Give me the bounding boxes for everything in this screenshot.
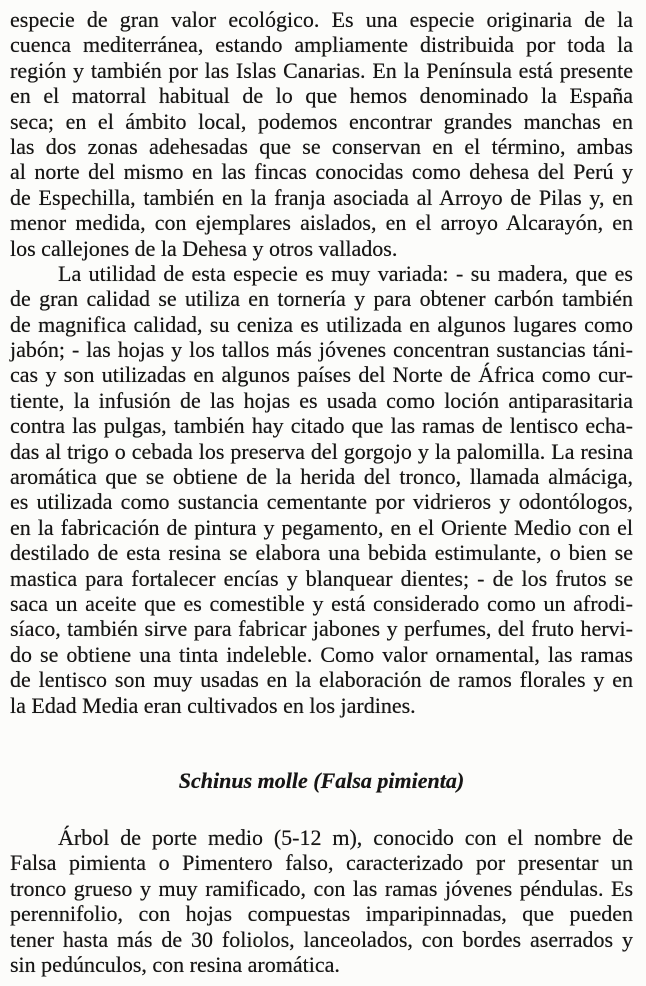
text-line: de gran calidad se utiliza en tornería y para obtener carbón también (10, 286, 633, 312)
text-line: perennifolio, con hojas compuestas imparipinnadas, que pueden (10, 901, 633, 927)
section-heading-schinus-molle: Schinus molle (Falsa pimienta) (178, 767, 465, 793)
paragraph-schinus-molle-description (10, 825, 633, 977)
text-line: aromática que se obtiene de la herida del tronco, llamada almáciga, (10, 464, 633, 490)
text-line: tener hasta más de 30 foliolos, lanceolados, con bordes aserrados y (10, 926, 633, 952)
text-line: es utilizada como sustancia cementante por vidrieros y odontólogos, (10, 489, 633, 515)
text-line: de Espechilla, también en la franja asociada al Arroyo de Pilas y, en (10, 184, 633, 210)
text-line: síaco, también sirve para fabricar jabones y perfumes, del fruto hervi- (10, 616, 633, 642)
text-line: Falsa pimienta o Pimentero falso, caracterizado por presentar un (10, 850, 633, 876)
text-line: jabón; - las hojas y los tallos más jóvenes concentran sustancias táni- (10, 337, 633, 363)
text-line: menor medida, con ejemplares aislados, en el arroyo Alcarayón, en (10, 210, 633, 236)
text-line: al norte del mismo en las fincas conocidas como dehesa del Perú y (10, 159, 633, 185)
paragraph-continuation (10, 7, 633, 261)
text-line: tiente, la infusión de las hojas es usada como loción antiparasitaria (10, 387, 633, 413)
text-line: destilado de esta resina se elabora una bebida estimulante, o bien se (10, 540, 633, 566)
text-line: La utilidad de esta especie es muy variada: - su madera, que es (58, 260, 633, 286)
text-line: cas y son utilizadas en algunos países del Norte de África como cur- (10, 362, 633, 388)
text-line: do se obtiene una tinta indeleble. Como valor ornamental, las ramas (10, 641, 633, 667)
text-line: das al trigo o cebada los preserva del gorgojo y la palomilla. La resina (10, 438, 633, 464)
text-line: de lentisco son muy usadas en la elaboración de ramos florales y en (10, 667, 633, 693)
text-line: especie de gran valor ecológico. Es una especie originaria de la (10, 7, 633, 32)
text-line: saca un aceite que es comestible y está considerado como un afrodi- (10, 590, 633, 616)
text-line: región y también por las Islas Canarias. En la Península está presente (10, 57, 633, 83)
text-line: cuenca mediterránea, estando ampliamente distribuida por toda la (10, 32, 633, 58)
text-line: de magnifica calidad, su ceniza es utilizada en algunos lugares como (10, 311, 633, 337)
text-line: los callejones de la Dehesa y otros vallados. (10, 235, 398, 261)
text-line: mastica para fortalecer encías y blanquear dientes; - de los frutos se (10, 565, 633, 591)
text-line: seca; en el ámbito local, podemos encontrar grandes manchas en (10, 108, 633, 134)
text-line: contra las pulgas, también hay citado que las ramas de lentisco echa- (10, 413, 633, 439)
text-line: las dos zonas adehesadas que se conservan en el término, ambas (10, 133, 633, 159)
text-line: Árbol de porte medio (5-12 m), conocido con el nombre de (58, 824, 633, 850)
text-line: sin pedúnculos, con resina aromática. (10, 951, 340, 977)
paragraph-uses-of-species (10, 261, 633, 718)
text-line: en el matorral habitual de lo que hemos denominado la España (10, 83, 633, 109)
text-line: la Edad Media eran cultivados en los jardines. (10, 692, 416, 718)
text-line: tronco grueso y muy ramificado, con las ramas jóvenes péndulas. Es (10, 875, 633, 901)
text-line: en la fabricación de pintura y pegamento, en el Oriente Medio con el (10, 514, 633, 540)
